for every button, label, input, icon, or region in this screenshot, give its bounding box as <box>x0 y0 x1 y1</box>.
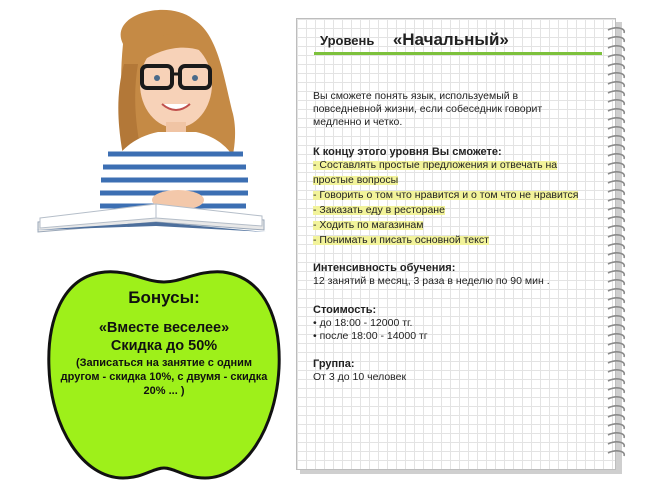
spiral-ring <box>608 397 624 402</box>
spiral-ring <box>608 28 624 33</box>
spiral-ring <box>608 118 624 123</box>
spiral-ring <box>608 334 624 339</box>
level-description: Вы сможете понять язык, используемый в повседневной жизни, если собеседник говорит медленно и четко. <box>313 90 543 128</box>
group-title: Группа: <box>313 358 355 370</box>
spiral-ring <box>608 37 624 42</box>
spiral-ring <box>608 55 624 60</box>
bonus-title: Бонусы: <box>128 288 200 307</box>
ability-item: - Составлять простые предложения и отвечать на <box>313 159 558 171</box>
spiral-ring <box>608 136 624 141</box>
spiral-ring <box>608 127 624 132</box>
spiral-ring <box>608 325 624 330</box>
bonus-offer-name: «Вместе веселее» <box>98 320 230 336</box>
spiral-ring <box>608 415 624 420</box>
spiral-ring <box>608 73 624 78</box>
spiral-ring <box>608 181 624 186</box>
spiral-ring <box>608 208 624 213</box>
spiral-ring <box>608 64 624 69</box>
cost-item: • после 18:00 - 14000 тг <box>313 330 428 342</box>
spiral-ring <box>608 91 624 96</box>
spiral-ring <box>608 172 624 177</box>
girl-reading-illustration <box>28 4 290 240</box>
spiral-ring <box>608 253 624 258</box>
spiral-ring <box>608 235 624 240</box>
spiral-ring <box>608 100 624 105</box>
spiral-ring <box>608 145 624 150</box>
spiral-ring <box>608 109 624 114</box>
spiral-ring <box>608 298 624 303</box>
spiral-ring <box>608 343 624 348</box>
spiral-ring <box>608 154 624 159</box>
spiral-ring <box>608 244 624 249</box>
spiral-ring <box>608 406 624 411</box>
level-name: «Начальный» <box>392 30 509 49</box>
ability-item: - Понимать и писать основной текст <box>313 234 489 246</box>
cost-item: • до 18:00 - 12000 тг. <box>313 317 413 329</box>
cost-title: Стоимость: <box>313 304 377 316</box>
spiral-ring <box>608 217 624 222</box>
level-label: Уровень <box>320 33 375 48</box>
bonus-note: (Записаться на занятие с одним другом - скидка 10%, с двумя - скидка 20% ... ) <box>60 357 268 397</box>
spiral-ring <box>608 226 624 231</box>
ability-item: - Заказать еду в ресторане <box>313 204 445 216</box>
spiral-ring <box>608 433 624 438</box>
ability-item: простые вопросы <box>313 174 399 186</box>
abilities-list <box>313 158 608 248</box>
spiral-ring <box>608 352 624 357</box>
abilities-title: К концу этого уровня Вы сможете: <box>313 146 502 158</box>
spiral-ring <box>608 271 624 276</box>
spiral-ring <box>608 280 624 285</box>
spiral-ring <box>608 190 624 195</box>
level-heading <box>320 30 600 50</box>
spiral-ring <box>608 307 624 312</box>
ability-item: - Ходить по магазинам <box>313 219 424 231</box>
intensity-text: 12 занятий в месяц, 3 раза в неделю по 90 мин . <box>313 275 550 287</box>
spiral-ring <box>608 199 624 204</box>
spiral-ring <box>608 370 624 375</box>
level-heading-underline <box>314 52 602 55</box>
group-section <box>313 358 406 384</box>
spiral-ring <box>608 46 624 51</box>
spiral-ring <box>608 451 624 456</box>
notebook-spiral-binding <box>606 24 628 464</box>
ability-item: - Говорить о том что нравится и о том что не нравится <box>313 189 579 201</box>
intensity-section <box>313 262 550 288</box>
spiral-ring <box>608 388 624 393</box>
spiral-ring <box>608 163 624 168</box>
cost-section <box>313 304 428 343</box>
group-text: От 3 до 10 человек <box>313 371 407 383</box>
spiral-ring <box>608 82 624 87</box>
intensity-title: Интенсивность обучения: <box>313 262 456 274</box>
spiral-ring <box>608 379 624 384</box>
bonus-discount: Скидка до 50% <box>110 338 218 354</box>
spiral-ring <box>608 424 624 429</box>
spiral-ring <box>608 316 624 321</box>
bonus-block <box>58 288 270 398</box>
spiral-ring <box>608 361 624 366</box>
spiral-ring <box>608 262 624 267</box>
spiral-ring <box>608 289 624 294</box>
spiral-ring <box>608 442 624 447</box>
